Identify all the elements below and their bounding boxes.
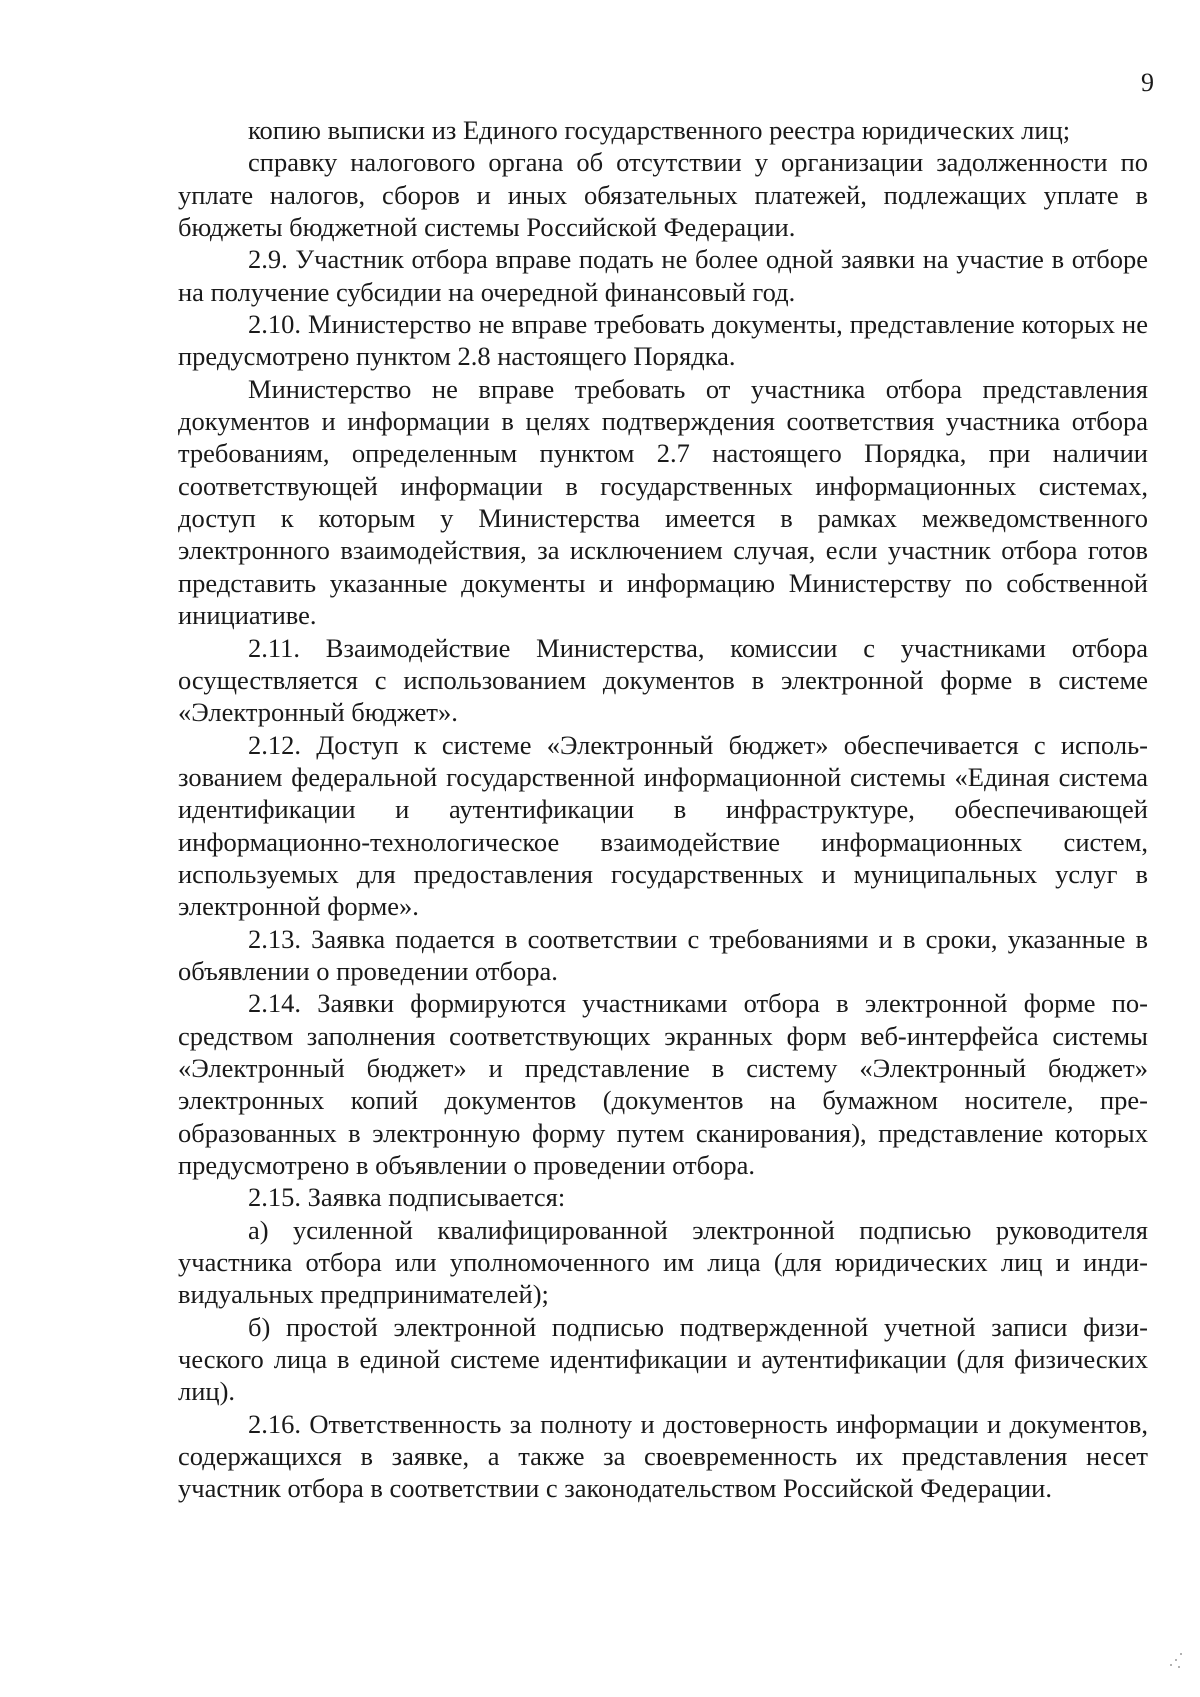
paragraph-2-15-a: а) усиленной квалифицированной электронной подписью руководителя участника отбора или уполномоченного им лица (для юридических лиц и индивидуальных предпринимателей);	[178, 1214, 1148, 1310]
paragraph-2-15: 2.15. Заявка подписывается:	[248, 1182, 566, 1213]
paragraph-2-10: 2.10. Министерство не вправе требовать документы, представление которых не предусмотрено пунктом 2.8 настоящего Порядка.	[178, 309, 1148, 372]
paragraph-tax-certificate: справку налогового органа об отсутствии у организации задолженности по уплате налогов, сборов и иных обязательных платежей, подлежащих уплате в бюджеты бюджетной системы Российской Федерации.	[178, 147, 1148, 243]
paragraph-2-11: 2.11. Взаимодействие Министерства, комиссии с участниками отбора осуществляется с использованием документов в электронной форме в системе «Электронный бюджет».	[178, 632, 1148, 728]
paragraph-2-15-b: б) простой электронной подписью подтвержденной учетной записи физического лица в единой системе идентификации и аутентификации (для физических лиц).	[178, 1311, 1148, 1407]
page-number: 9	[1141, 68, 1154, 97]
paragraph-2-12: 2.12. Доступ к системе «Электронный бюджет» обеспечивается с использованием федеральной государственной информационной системы «Единая система идентификации и аутентификации в инфраструктуре, обеспечивающей информационно-технологическое взаимодействие информационных систем, используемых для предоставления государственных и муниципальных услуг в электронной форме».	[178, 729, 1148, 922]
paragraph-2-13: 2.13. Заявка подается в соответствии с требованиями и в сроки, указанные в объявлении о проведении отбора.	[178, 923, 1148, 986]
paragraph-2-16: 2.16. Ответственность за полноту и достоверность информации и документов, содержащихся в заявке, а также за своевременность их представления несет участник отбора в соответствии с законодательством Российской Федерации.	[178, 1408, 1148, 1504]
paragraph-2-9: 2.9. Участник отбора вправе подать не более одной заявки на участие в отборе на получение субсидии на очередной финансовый год.	[178, 244, 1148, 307]
paragraph-2-14: 2.14. Заявки формируются участниками отбора в электронной форме посредством заполнения соответствующих экранных форм веб-интерфейса системы «Электронный бюджет» и представление в систему «Электронный бюджет» электронных копий документов (документов на бумажном носителе, преобразованных в электронную форму путем сканирования), представление которых предусмотрено в объявлении о проведении отбора.	[178, 988, 1148, 1180]
paragraph-egrul-extract: копию выписки из Единого государственного реестра юридических лиц;	[248, 115, 1071, 145]
paragraph-ministry-restriction: Министерство не вправе требовать от участника отбора представления документов и информации в целях подтверждения соответствия участника отбора требованиям, определенным пунктом 2.7 настоящего Порядка, при наличии соответствующей информации в государственных информационных системах, доступ к которым у Министерства имеется в рамках межведомственного электронного взаимодействия, за исключением случая, если участник отбора готов представить указанные документы и информацию Министерству по собственной инициативе.	[178, 373, 1148, 631]
document-body	[178, 114, 1148, 1505]
scan-speck	[1166, 1651, 1186, 1671]
